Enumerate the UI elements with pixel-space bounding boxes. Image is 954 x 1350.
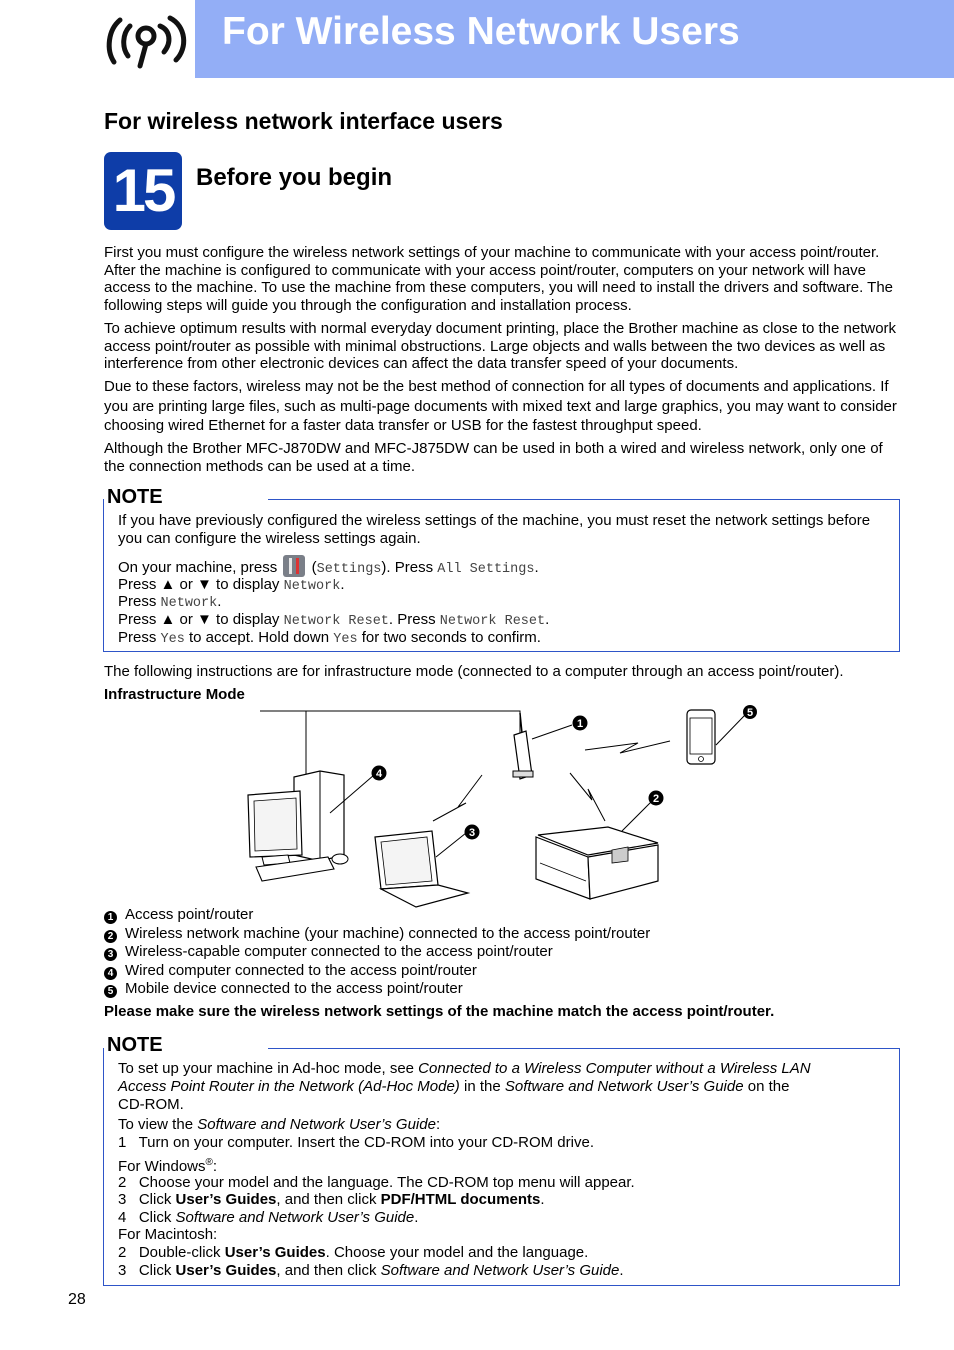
- svg-text:5: 5: [746, 707, 754, 719]
- note-label: NOTE: [107, 486, 163, 508]
- note-box: [103, 1048, 900, 1286]
- section-title: For wireless network interface users: [104, 108, 503, 134]
- warning-text: Please make sure the wireless network settings of the machine match the access point/router.: [104, 1003, 775, 1020]
- infrastructure-diagram: [240, 705, 770, 910]
- note-label: NOTE: [107, 1034, 163, 1056]
- legend-item: 1 Access point/router: [104, 906, 253, 924]
- svg-text:4: 4: [375, 768, 383, 780]
- wired-connection-line: [260, 711, 520, 735]
- callout-5: [743, 705, 757, 719]
- page-number: 28: [68, 1291, 86, 1308]
- mobile-phone-icon: [687, 710, 715, 764]
- callout-2: [649, 791, 664, 806]
- note-text: For Windows®:: [118, 1157, 218, 1175]
- legend-item: 5 Mobile device connected to the access point/router: [104, 980, 463, 998]
- note-step-line: Press ▲ or ▼ to display Network Reset. Press Network Reset.: [118, 611, 550, 629]
- printer-machine-icon: [536, 827, 658, 899]
- legend-item: 3 Wireless-capable computer connected to the access point/router: [104, 943, 553, 961]
- infrastructure-intro: The following instructions are for infrastructure mode (connected to a computer through an access point/router).: [104, 663, 844, 680]
- wireless-network-icon: [100, 8, 190, 70]
- intro-paragraph-2: To achieve optimum results with normal everyday document printing, place the Brother machine as close to the network access point/router as possible with minimal obstructions. Large objects and walls between the two devices as well as interference from other electronic devices can affect the data transfer speed of your documents.: [104, 320, 897, 373]
- note-step: 2 Choose your model and the language. The CD-ROM top menu will appear.: [118, 1174, 635, 1191]
- step-number-badge: 15: [104, 152, 182, 230]
- svg-text:1: 1: [576, 718, 584, 730]
- note-text: To set up your machine in Ad-hoc mode, see Connected to a Wireless Computer without a Wireless LAN: [118, 1060, 811, 1077]
- svg-text:3: 3: [468, 827, 476, 839]
- note-step-line: On your machine, press (Settings). Press All Settings.: [118, 555, 539, 579]
- intro-paragraph-1: First you must configure the wireless network settings of your machine to communicate with your access point/router. After the machine is configured to communicate with your access point/router, computers on your network will have access to the machine. To use the machine from these computers, you will need to install the drivers and software. The following steps will guide you through the configuration and installation process.: [104, 244, 894, 314]
- step-title: Before you begin: [196, 164, 393, 191]
- callout-4: [372, 766, 387, 781]
- callout-3: [465, 825, 480, 840]
- infrastructure-heading: Infrastructure Mode: [104, 686, 245, 703]
- note-step: 4 Click Software and Network User’s Guide.: [118, 1209, 419, 1226]
- note-step: 1 Turn on your computer. Insert the CD-ROM into your CD-ROM drive.: [118, 1134, 594, 1151]
- note-box: [103, 499, 900, 652]
- note-step: 3 Click User’s Guides, and then click Software and Network User’s Guide.: [118, 1262, 624, 1279]
- intro-paragraph-3: Due to these factors, wireless may not be the best method of connection for all types of documents and applications. If you are printing large files, such as multi-page documents with mixed text and large graphics, you may want to consider choosing wired Ethernet for a faster data transfer or USB for the fastest throughput speed.: [104, 378, 897, 434]
- note-text: To view the Software and Network User’s Guide:: [118, 1116, 441, 1133]
- note-step-line: Press Yes to accept. Hold down Yes for two seconds to confirm.: [118, 629, 541, 647]
- note-step-line: Press Network.: [118, 593, 222, 611]
- settings-icon: [283, 555, 305, 577]
- note-text: For Macintosh:: [118, 1226, 218, 1243]
- note-step: 2 Double-click User’s Guides. Choose your model and the language.: [118, 1244, 589, 1261]
- note-text: CD-ROM.: [118, 1096, 184, 1113]
- wireless-signal-icon: [570, 773, 605, 821]
- note-step: 3 Click User’s Guides, and then click PDF/HTML documents.: [118, 1191, 545, 1208]
- legend-item: 2 Wireless network machine (your machine) connected to the access point/router: [104, 925, 650, 943]
- desktop-computer-icon: [248, 771, 348, 881]
- wireless-signal-icon: [585, 741, 670, 753]
- note-intro: If you have previously configured the wireless settings of the machine, you must reset the network settings before you can configure the wireless settings again.: [118, 512, 871, 547]
- access-point-icon: [513, 713, 533, 779]
- wireless-signal-icon: [433, 775, 482, 821]
- legend-item: 4 Wired computer connected to the access point/router: [104, 962, 477, 980]
- intro-paragraph-4: Although the Brother MFC-J870DW and MFC-J875DW can be used in both a wired and wireless network, only one of the connection methods can be used at a time.: [104, 440, 883, 475]
- note-text: Access Point Router in the Network (Ad-Hoc Mode) in the Software and Network User’s Guide on the: [118, 1078, 790, 1095]
- page-header-title: For Wireless Network Users: [222, 10, 740, 53]
- callout-1: [573, 716, 588, 731]
- note-step-line: Press ▲ or ▼ to display Network.: [118, 576, 345, 594]
- svg-text:2: 2: [652, 793, 660, 805]
